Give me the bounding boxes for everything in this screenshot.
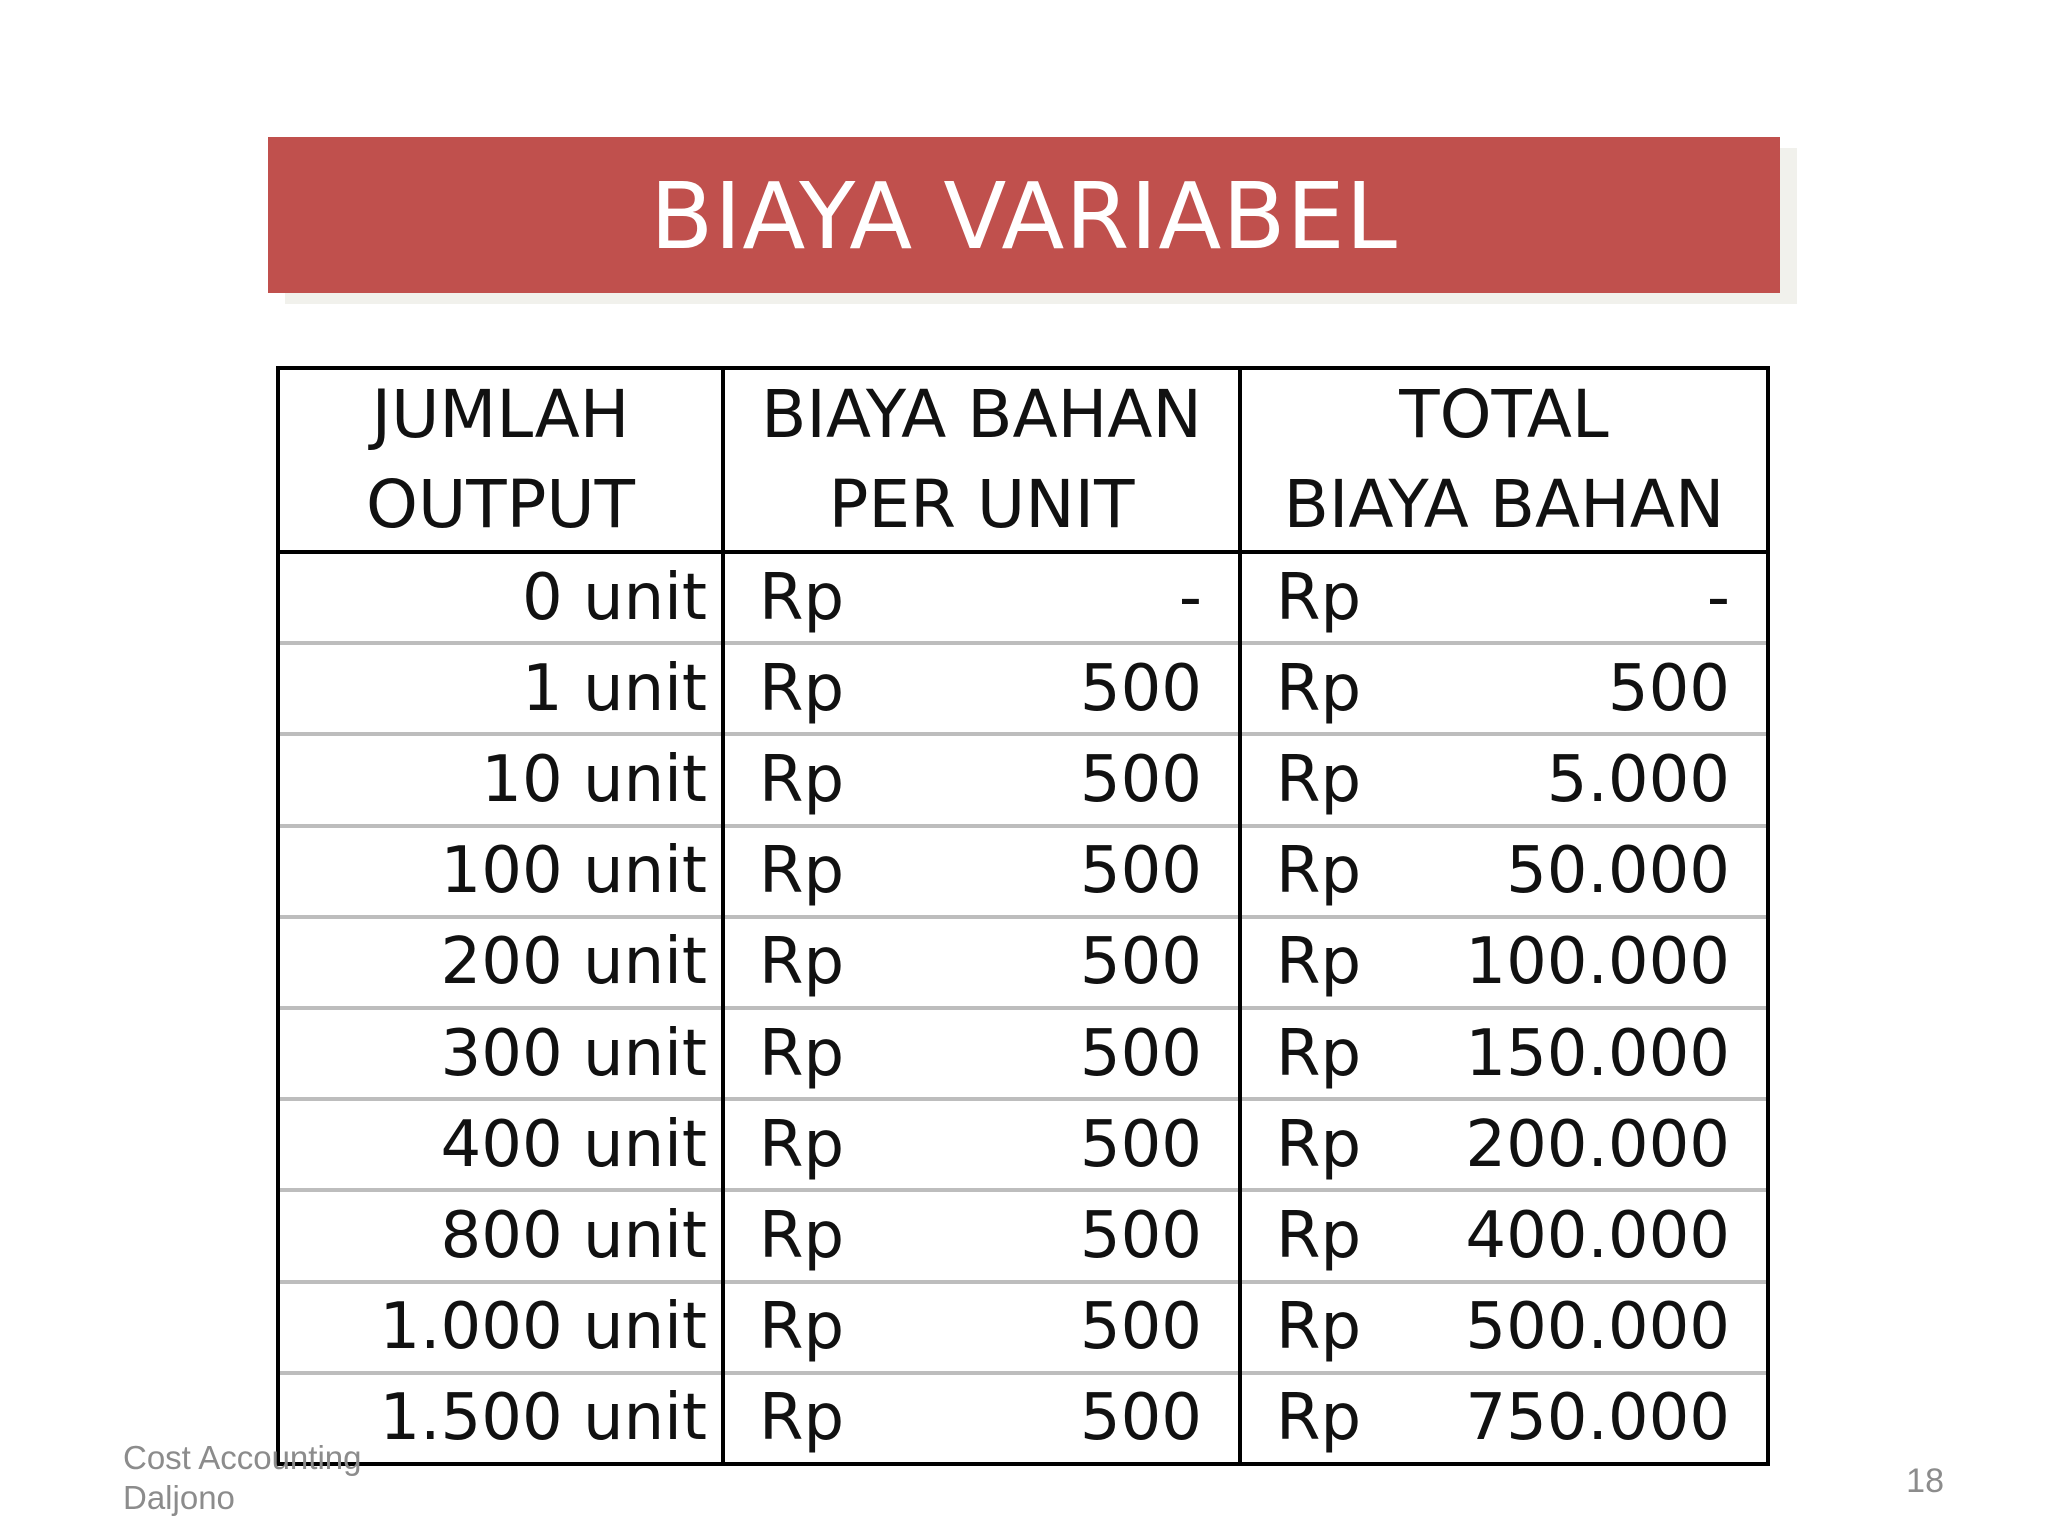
currency-label: Rp	[759, 834, 845, 909]
cell-per-unit-value: 500	[1079, 1290, 1202, 1365]
cell-per-unit	[723, 734, 1240, 825]
cell-total-value: 5.000	[1546, 742, 1730, 817]
currency-label: Rp	[759, 1107, 845, 1182]
currency-label: Rp	[1276, 1016, 1362, 1091]
header-per-unit-line2: PER UNIT	[828, 466, 1135, 543]
table-row	[280, 1373, 1766, 1462]
cell-per-unit	[723, 1373, 1240, 1462]
table-row	[280, 1190, 1766, 1281]
page-number: 18	[1906, 1462, 1944, 1500]
cell-total	[1240, 1008, 1766, 1099]
header-total	[1240, 370, 1766, 552]
table-row	[280, 917, 1766, 1008]
currency-label: Rp	[759, 1290, 845, 1365]
cell-per-unit-value: 500	[1079, 834, 1202, 909]
cell-output: 10 unit	[280, 734, 723, 825]
currency-label: Rp	[1276, 834, 1362, 909]
cell-per-unit	[723, 1099, 1240, 1190]
currency-label: Rp	[759, 1381, 845, 1456]
currency-label: Rp	[1276, 1290, 1362, 1365]
cell-total	[1240, 1190, 1766, 1281]
table-row	[280, 1282, 1766, 1373]
slide-title: BIAYA VARIABEL	[650, 163, 1398, 270]
cell-per-unit-value: 500	[1079, 742, 1202, 817]
currency-label: Rp	[759, 742, 845, 817]
cell-per-unit-value: -	[1178, 560, 1202, 635]
table-row	[280, 643, 1766, 734]
cell-total	[1240, 552, 1766, 643]
cell-output: 800 unit	[280, 1190, 723, 1281]
cell-total-value: 500.000	[1465, 1290, 1730, 1365]
currency-label: Rp	[1276, 1107, 1362, 1182]
cell-total-value: 750.000	[1465, 1381, 1730, 1456]
cell-per-unit-value: 500	[1079, 1198, 1202, 1273]
cell-output: 1.000 unit	[280, 1282, 723, 1373]
cell-per-unit-value: 500	[1079, 1107, 1202, 1182]
cell-per-unit-value: 500	[1079, 651, 1202, 726]
cell-total	[1240, 917, 1766, 1008]
table-row	[280, 1008, 1766, 1099]
currency-label: Rp	[759, 560, 845, 635]
currency-label: Rp	[759, 651, 845, 726]
cell-total-value: 150.000	[1465, 1016, 1730, 1091]
cell-output: 400 unit	[280, 1099, 723, 1190]
cell-per-unit	[723, 1282, 1240, 1373]
header-per-unit	[723, 370, 1240, 552]
cell-per-unit	[723, 1008, 1240, 1099]
cell-output: 100 unit	[280, 826, 723, 917]
table-row	[280, 734, 1766, 825]
cell-per-unit-value: 500	[1079, 925, 1202, 1000]
cell-total-value: 400.000	[1465, 1198, 1730, 1273]
header-total-line2: BIAYA BAHAN	[1283, 466, 1725, 543]
currency-label: Rp	[759, 1198, 845, 1273]
cell-per-unit	[723, 643, 1240, 734]
currency-label: Rp	[1276, 560, 1362, 635]
cell-per-unit-value: 500	[1079, 1016, 1202, 1091]
cell-per-unit	[723, 917, 1240, 1008]
footer-credit	[123, 1438, 361, 1518]
cell-output: 1.500 unit	[280, 1373, 723, 1462]
cell-per-unit-value: 500	[1079, 1381, 1202, 1456]
cell-output: 200 unit	[280, 917, 723, 1008]
footer-author: Daljono	[123, 1479, 235, 1516]
cell-output: 300 unit	[280, 1008, 723, 1099]
currency-label: Rp	[1276, 651, 1362, 726]
cell-total	[1240, 643, 1766, 734]
header-output-line1: JUMLAH	[371, 376, 630, 453]
cell-per-unit	[723, 1190, 1240, 1281]
table-header-row	[280, 370, 1766, 552]
footer-course: Cost Accounting	[123, 1439, 362, 1476]
variable-cost-table	[276, 366, 1770, 1466]
table-row	[280, 552, 1766, 643]
header-output-line2: OUTPUT	[366, 466, 635, 543]
cell-total-value: 500	[1607, 651, 1730, 726]
header-output	[280, 370, 723, 552]
cell-total	[1240, 1099, 1766, 1190]
cell-total	[1240, 1282, 1766, 1373]
cell-output: 0 unit	[521, 560, 707, 635]
cell-output: 1 unit	[280, 643, 723, 734]
cost-table-grid	[280, 370, 1766, 1462]
cell-total-value: -	[1706, 560, 1730, 635]
header-per-unit-line1: BIAYA BAHAN	[761, 376, 1202, 453]
cell-total	[1240, 826, 1766, 917]
cell-per-unit	[723, 826, 1240, 917]
table-row	[280, 826, 1766, 917]
table-body	[280, 552, 1766, 1462]
currency-label: Rp	[759, 925, 845, 1000]
table-row	[280, 1099, 1766, 1190]
cell-total-value: 200.000	[1465, 1107, 1730, 1182]
currency-label: Rp	[1276, 1381, 1362, 1456]
currency-label: Rp	[1276, 742, 1362, 817]
title-bar	[268, 137, 1780, 293]
cell-total	[1240, 734, 1766, 825]
cell-total-value: 100.000	[1465, 925, 1730, 1000]
currency-label: Rp	[1276, 925, 1362, 1000]
cell-total-value: 50.000	[1506, 834, 1730, 909]
currency-label: Rp	[1276, 1198, 1362, 1273]
cell-total	[1240, 1373, 1766, 1462]
cell-per-unit	[723, 552, 1240, 643]
header-total-line1: TOTAL	[1399, 376, 1609, 453]
currency-label: Rp	[759, 1016, 845, 1091]
